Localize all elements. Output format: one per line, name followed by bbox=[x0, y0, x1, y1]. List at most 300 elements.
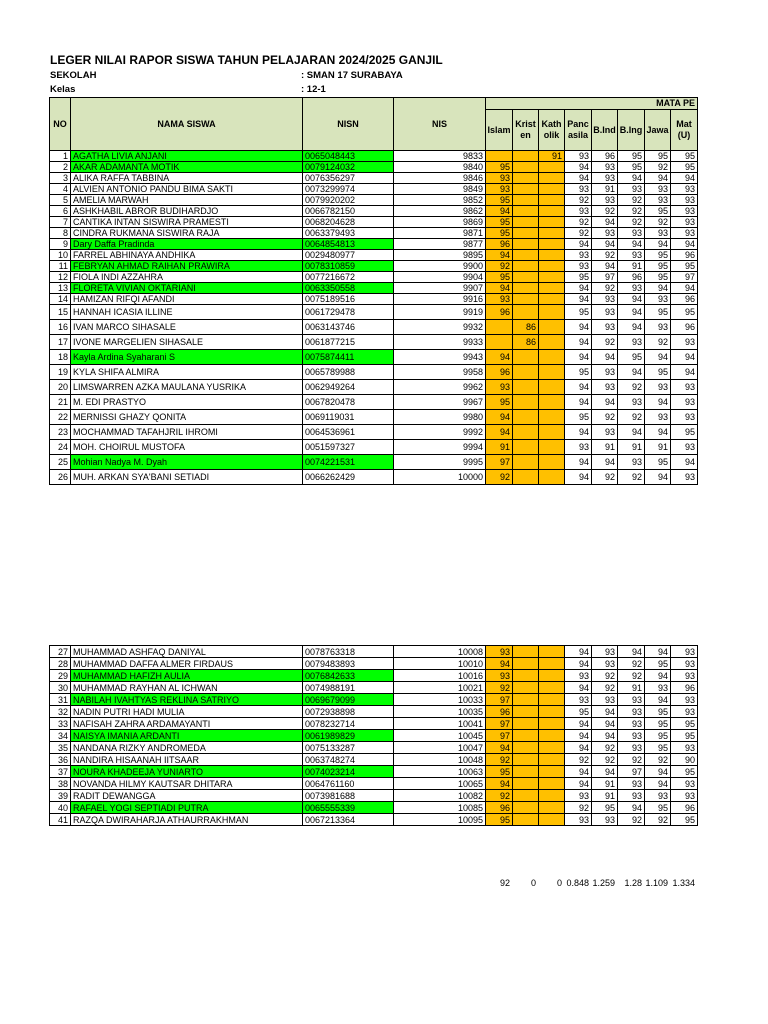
cell-nis: 9994 bbox=[394, 440, 486, 455]
cell-mat: 97 bbox=[671, 272, 698, 283]
cell-mat: 93 bbox=[671, 790, 698, 802]
cell-nis: 10000 bbox=[394, 470, 486, 485]
cell-no: 29 bbox=[50, 670, 71, 682]
cell-islam: 95 bbox=[486, 162, 513, 173]
cell-pancasila: 92 bbox=[565, 754, 592, 766]
cell-nis: 10035 bbox=[394, 706, 486, 718]
cell-nis: 9995 bbox=[394, 455, 486, 470]
cell-kristen: 86 bbox=[513, 320, 539, 335]
cell-bind: 94 bbox=[592, 730, 618, 742]
cell-no: 13 bbox=[50, 283, 71, 294]
cell-mat: 95 bbox=[671, 718, 698, 730]
table-row bbox=[50, 694, 698, 706]
table-row bbox=[50, 272, 698, 283]
cell-jawa: 93 bbox=[645, 410, 671, 425]
cell-islam: 93 bbox=[486, 184, 513, 195]
cell-islam: 94 bbox=[486, 778, 513, 790]
cell-jawa: 94 bbox=[645, 395, 671, 410]
cell-kristen bbox=[513, 283, 539, 294]
cell-no: 34 bbox=[50, 730, 71, 742]
table-row bbox=[50, 250, 698, 261]
cell-mat: 95 bbox=[671, 730, 698, 742]
table-row bbox=[50, 206, 698, 217]
cell-pancasila: 93 bbox=[565, 790, 592, 802]
cell-nisn: 0064536961 bbox=[303, 425, 394, 440]
cell-student-name: AKAR ADAMANTA MOTIK bbox=[71, 162, 303, 173]
cell-katholik bbox=[539, 184, 565, 195]
cell-katholik bbox=[539, 814, 565, 826]
cell-islam: 92 bbox=[486, 261, 513, 272]
cell-jawa: 95 bbox=[645, 305, 671, 320]
footer-value: 1.334 bbox=[672, 878, 695, 888]
cell-islam: 95 bbox=[486, 195, 513, 206]
cell-bing: 94 bbox=[618, 365, 645, 380]
cell-pancasila: 93 bbox=[565, 670, 592, 682]
footer-value: 1.28 bbox=[624, 878, 642, 888]
cell-bing: 92 bbox=[618, 195, 645, 206]
col-header-subject: Jawa bbox=[645, 110, 671, 151]
cell-student-name: HAMIZAN RIFQI AFANDI bbox=[71, 294, 303, 305]
footer-value: 0.848 bbox=[566, 878, 589, 888]
cell-nis: 10065 bbox=[394, 778, 486, 790]
cell-islam: 92 bbox=[486, 790, 513, 802]
cell-mat: 93 bbox=[671, 195, 698, 206]
cell-nis: 9962 bbox=[394, 380, 486, 395]
cell-nisn: 0066262429 bbox=[303, 470, 394, 485]
cell-no: 27 bbox=[50, 646, 71, 658]
cell-bing: 93 bbox=[618, 718, 645, 730]
cell-pancasila: 94 bbox=[565, 162, 592, 173]
table-row bbox=[50, 195, 698, 206]
cell-kristen bbox=[513, 814, 539, 826]
cell-no: 18 bbox=[50, 350, 71, 365]
cell-islam: 94 bbox=[486, 425, 513, 440]
cell-jawa: 95 bbox=[645, 365, 671, 380]
table-row bbox=[50, 730, 698, 742]
cell-no: 9 bbox=[50, 239, 71, 250]
cell-student-name: NOURA KHADEEJA YUNIARTO bbox=[71, 766, 303, 778]
cell-islam: 92 bbox=[486, 754, 513, 766]
cell-jawa: 93 bbox=[645, 790, 671, 802]
cell-nisn: 0061877215 bbox=[303, 335, 394, 350]
cell-pancasila: 92 bbox=[565, 195, 592, 206]
cell-bing: 94 bbox=[618, 294, 645, 305]
cell-nis: 10033 bbox=[394, 694, 486, 706]
cell-islam: 94 bbox=[486, 410, 513, 425]
table-row bbox=[50, 646, 698, 658]
cell-katholik: 91 bbox=[539, 151, 565, 162]
cell-bing: 93 bbox=[618, 778, 645, 790]
cell-no: 23 bbox=[50, 425, 71, 440]
cell-bing: 93 bbox=[618, 742, 645, 754]
cell-katholik bbox=[539, 766, 565, 778]
cell-bind: 94 bbox=[592, 718, 618, 730]
cell-nisn: 0075189516 bbox=[303, 294, 394, 305]
cell-nis: 9992 bbox=[394, 425, 486, 440]
cell-katholik bbox=[539, 742, 565, 754]
cell-bind: 94 bbox=[592, 239, 618, 250]
cell-nisn: 0067213364 bbox=[303, 814, 394, 826]
cell-no: 19 bbox=[50, 365, 71, 380]
cell-mat: 94 bbox=[671, 239, 698, 250]
cell-pancasila: 94 bbox=[565, 294, 592, 305]
cell-islam: 95 bbox=[486, 217, 513, 228]
cell-bind: 94 bbox=[592, 261, 618, 272]
table-row bbox=[50, 658, 698, 670]
cell-no: 20 bbox=[50, 380, 71, 395]
cell-mat: 95 bbox=[671, 151, 698, 162]
cell-katholik bbox=[539, 195, 565, 206]
table-row bbox=[50, 283, 698, 294]
cell-no: 26 bbox=[50, 470, 71, 485]
cell-islam: 94 bbox=[486, 658, 513, 670]
cell-kristen bbox=[513, 151, 539, 162]
cell-bind: 92 bbox=[592, 742, 618, 754]
cell-jawa: 95 bbox=[645, 261, 671, 272]
cell-no: 30 bbox=[50, 682, 71, 694]
cell-bind: 97 bbox=[592, 272, 618, 283]
cell-no: 28 bbox=[50, 658, 71, 670]
cell-no: 39 bbox=[50, 790, 71, 802]
cell-katholik bbox=[539, 228, 565, 239]
kelas-label: Kelas bbox=[50, 84, 76, 95]
cell-bing: 93 bbox=[618, 706, 645, 718]
cell-jawa: 93 bbox=[645, 294, 671, 305]
cell-nisn: 0078310859 bbox=[303, 261, 394, 272]
cell-pancasila: 94 bbox=[565, 335, 592, 350]
cell-pancasila: 93 bbox=[565, 206, 592, 217]
cell-student-name: NOVANDA HILMY KAUTSAR DHITARA bbox=[71, 778, 303, 790]
cell-islam: 92 bbox=[486, 682, 513, 694]
table-row bbox=[50, 320, 698, 335]
cell-mat: 93 bbox=[671, 228, 698, 239]
cell-nisn: 0029480977 bbox=[303, 250, 394, 261]
cell-islam: 94 bbox=[486, 250, 513, 261]
table-row bbox=[50, 365, 698, 380]
cell-no: 21 bbox=[50, 395, 71, 410]
cell-bing: 92 bbox=[618, 206, 645, 217]
cell-katholik bbox=[539, 455, 565, 470]
cell-mat: 95 bbox=[671, 814, 698, 826]
cell-student-name: MERNISSI GHAZY QONITA bbox=[71, 410, 303, 425]
cell-pancasila: 92 bbox=[565, 802, 592, 814]
cell-mat: 93 bbox=[671, 440, 698, 455]
table-row bbox=[50, 151, 698, 162]
cell-jawa: 94 bbox=[645, 173, 671, 184]
cell-mat: 93 bbox=[671, 206, 698, 217]
cell-nisn: 0065555339 bbox=[303, 802, 394, 814]
cell-bing: 92 bbox=[618, 217, 645, 228]
cell-katholik bbox=[539, 217, 565, 228]
cell-islam bbox=[486, 335, 513, 350]
cell-no: 16 bbox=[50, 320, 71, 335]
cell-mat: 93 bbox=[671, 395, 698, 410]
cell-bind: 93 bbox=[592, 380, 618, 395]
cell-bind: 92 bbox=[592, 283, 618, 294]
cell-mat: 94 bbox=[671, 455, 698, 470]
cell-kristen bbox=[513, 730, 539, 742]
cell-nisn: 0073299974 bbox=[303, 184, 394, 195]
cell-jawa: 91 bbox=[645, 440, 671, 455]
table-row bbox=[50, 173, 698, 184]
cell-jawa: 95 bbox=[645, 730, 671, 742]
cell-nisn: 0061729478 bbox=[303, 305, 394, 320]
cell-nis: 9932 bbox=[394, 320, 486, 335]
cell-pancasila: 92 bbox=[565, 228, 592, 239]
cell-kristen bbox=[513, 670, 539, 682]
cell-no: 22 bbox=[50, 410, 71, 425]
cell-no: 8 bbox=[50, 228, 71, 239]
cell-islam: 96 bbox=[486, 706, 513, 718]
cell-nisn: 0079483893 bbox=[303, 658, 394, 670]
cell-kristen bbox=[513, 766, 539, 778]
cell-mat: 95 bbox=[671, 162, 698, 173]
cell-katholik bbox=[539, 778, 565, 790]
cell-nis: 10041 bbox=[394, 718, 486, 730]
cell-nis: 10047 bbox=[394, 742, 486, 754]
cell-nisn: 0076356297 bbox=[303, 173, 394, 184]
cell-jawa: 92 bbox=[645, 162, 671, 173]
footer-value: 1.109 bbox=[645, 878, 668, 888]
cell-bind: 92 bbox=[592, 754, 618, 766]
cell-pancasila: 94 bbox=[565, 658, 592, 670]
cell-no: 36 bbox=[50, 754, 71, 766]
cell-jawa: 93 bbox=[645, 682, 671, 694]
cell-pancasila: 93 bbox=[565, 184, 592, 195]
cell-no: 14 bbox=[50, 294, 71, 305]
cell-bing: 94 bbox=[618, 320, 645, 335]
cell-bind: 92 bbox=[592, 682, 618, 694]
cell-student-name: CANTIKA INTAN SISWIRA PRAMESTI bbox=[71, 217, 303, 228]
cell-student-name: AMELIA MARWAH bbox=[71, 195, 303, 206]
cell-bing: 92 bbox=[618, 754, 645, 766]
cell-pancasila: 94 bbox=[565, 380, 592, 395]
cell-nisn: 0075874411 bbox=[303, 350, 394, 365]
cell-nis: 9833 bbox=[394, 151, 486, 162]
cell-islam: 93 bbox=[486, 294, 513, 305]
cell-nisn: 0065789988 bbox=[303, 365, 394, 380]
cell-kristen bbox=[513, 425, 539, 440]
cell-mat: 95 bbox=[671, 261, 698, 272]
cell-nisn: 0079920202 bbox=[303, 195, 394, 206]
table-row bbox=[50, 184, 698, 195]
kelas-row bbox=[50, 84, 326, 95]
cell-bind: 93 bbox=[592, 646, 618, 658]
cell-pancasila: 94 bbox=[565, 682, 592, 694]
cell-student-name: MUHAMMAD ASHFAQ DANIYAL bbox=[71, 646, 303, 658]
cell-islam: 97 bbox=[486, 455, 513, 470]
table-row bbox=[50, 778, 698, 790]
cell-mat: 93 bbox=[671, 778, 698, 790]
cell-nis: 9904 bbox=[394, 272, 486, 283]
sekolah-value: : SMAN 17 SURABAYA bbox=[301, 70, 403, 81]
cell-bind: 93 bbox=[592, 320, 618, 335]
cell-nis: 9958 bbox=[394, 365, 486, 380]
cell-no: 32 bbox=[50, 706, 71, 718]
table-row bbox=[50, 742, 698, 754]
cell-student-name: FLORETA VIVIAN OKTARIANI bbox=[71, 283, 303, 294]
col-header-subject: Krist en bbox=[513, 110, 539, 151]
cell-kristen bbox=[513, 395, 539, 410]
cell-nis: 10016 bbox=[394, 670, 486, 682]
cell-kristen bbox=[513, 790, 539, 802]
cell-kristen bbox=[513, 195, 539, 206]
table-row bbox=[50, 335, 698, 350]
cell-islam: 97 bbox=[486, 730, 513, 742]
cell-katholik bbox=[539, 380, 565, 395]
cell-jawa: 95 bbox=[645, 151, 671, 162]
cell-nisn: 0074988191 bbox=[303, 682, 394, 694]
cell-nisn: 0063350558 bbox=[303, 283, 394, 294]
cell-student-name: NANDIRA HISAANAH IITSAAR bbox=[71, 754, 303, 766]
cell-kristen bbox=[513, 410, 539, 425]
cell-student-name: RAFAEL YOGI SEPTIADI PUTRA bbox=[71, 802, 303, 814]
cell-mat: 94 bbox=[671, 173, 698, 184]
cell-islam: 95 bbox=[486, 395, 513, 410]
cell-bind: 94 bbox=[592, 395, 618, 410]
cell-katholik bbox=[539, 670, 565, 682]
cell-mat: 93 bbox=[671, 658, 698, 670]
cell-nis: 10085 bbox=[394, 802, 486, 814]
cell-nisn: 0068204628 bbox=[303, 217, 394, 228]
cell-nisn: 0073981688 bbox=[303, 790, 394, 802]
cell-jawa: 95 bbox=[645, 706, 671, 718]
cell-katholik bbox=[539, 239, 565, 250]
cell-nis: 9849 bbox=[394, 184, 486, 195]
table-row bbox=[50, 766, 698, 778]
cell-nisn: 0064854813 bbox=[303, 239, 394, 250]
cell-katholik bbox=[539, 350, 565, 365]
cell-mat: 96 bbox=[671, 294, 698, 305]
cell-bing: 92 bbox=[618, 380, 645, 395]
cell-kristen bbox=[513, 694, 539, 706]
cell-islam: 93 bbox=[486, 670, 513, 682]
cell-kristen bbox=[513, 217, 539, 228]
cell-nisn: 0074221531 bbox=[303, 455, 394, 470]
cell-katholik bbox=[539, 730, 565, 742]
cell-bing: 97 bbox=[618, 766, 645, 778]
cell-pancasila: 95 bbox=[565, 365, 592, 380]
sekolah-row bbox=[50, 70, 403, 81]
cell-katholik bbox=[539, 440, 565, 455]
table-row bbox=[50, 682, 698, 694]
cell-bing: 93 bbox=[618, 395, 645, 410]
col-header-subject: Panc asila bbox=[565, 110, 592, 151]
cell-kristen bbox=[513, 239, 539, 250]
cell-nisn: 0078763318 bbox=[303, 646, 394, 658]
cell-katholik bbox=[539, 206, 565, 217]
table-row bbox=[50, 380, 698, 395]
cell-katholik bbox=[539, 425, 565, 440]
cell-nis: 10010 bbox=[394, 658, 486, 670]
grades-table-top bbox=[49, 97, 698, 485]
cell-katholik bbox=[539, 790, 565, 802]
cell-jawa: 94 bbox=[645, 646, 671, 658]
table-row bbox=[50, 470, 698, 485]
cell-student-name: Dary Daffa Pradinda bbox=[71, 239, 303, 250]
cell-nis: 9840 bbox=[394, 162, 486, 173]
cell-katholik bbox=[539, 646, 565, 658]
col-header-subject: B.Ind bbox=[592, 110, 618, 151]
cell-student-name: FARREL ABHINAYA ANDHIKA bbox=[71, 250, 303, 261]
cell-jawa: 94 bbox=[645, 350, 671, 365]
footer-value: 92 bbox=[499, 878, 510, 888]
cell-no: 2 bbox=[50, 162, 71, 173]
table-row bbox=[50, 217, 698, 228]
cell-jawa: 95 bbox=[645, 718, 671, 730]
table-row bbox=[50, 294, 698, 305]
cell-bind: 93 bbox=[592, 305, 618, 320]
cell-jawa: 94 bbox=[645, 239, 671, 250]
cell-student-name: NADIN PUTRI HADI MULIA bbox=[71, 706, 303, 718]
cell-kristen bbox=[513, 802, 539, 814]
cell-jawa: 95 bbox=[645, 742, 671, 754]
cell-pancasila: 94 bbox=[565, 320, 592, 335]
cell-bing: 96 bbox=[618, 272, 645, 283]
cell-bing: 93 bbox=[618, 694, 645, 706]
cell-kristen bbox=[513, 294, 539, 305]
cell-bing: 92 bbox=[618, 658, 645, 670]
cell-no: 7 bbox=[50, 217, 71, 228]
cell-student-name: MOCHAMMAD TAFAHJRIL IHROMI bbox=[71, 425, 303, 440]
cell-pancasila: 94 bbox=[565, 239, 592, 250]
cell-pancasila: 94 bbox=[565, 283, 592, 294]
cell-nis: 9967 bbox=[394, 395, 486, 410]
cell-bind: 94 bbox=[592, 706, 618, 718]
cell-jawa: 95 bbox=[645, 250, 671, 261]
cell-islam: 94 bbox=[486, 742, 513, 754]
cell-nisn: 0069119031 bbox=[303, 410, 394, 425]
cell-kristen bbox=[513, 742, 539, 754]
cell-nis: 10063 bbox=[394, 766, 486, 778]
footer-value: 0 bbox=[530, 878, 536, 888]
cell-student-name: MUHAMMAD HAFIZH AULIA bbox=[71, 670, 303, 682]
cell-bind: 94 bbox=[592, 217, 618, 228]
cell-student-name: ALIKA RAFFA TABBINA bbox=[71, 173, 303, 184]
cell-katholik bbox=[539, 335, 565, 350]
cell-pancasila: 95 bbox=[565, 706, 592, 718]
cell-kristen bbox=[513, 470, 539, 485]
cell-jawa: 92 bbox=[645, 814, 671, 826]
cell-no: 37 bbox=[50, 766, 71, 778]
cell-bing: 91 bbox=[618, 440, 645, 455]
cell-katholik bbox=[539, 754, 565, 766]
cell-student-name: MUHAMMAD RAYHAN AL ICHWAN bbox=[71, 682, 303, 694]
cell-islam: 96 bbox=[486, 305, 513, 320]
cell-jawa: 93 bbox=[645, 228, 671, 239]
cell-nisn: 0063379493 bbox=[303, 228, 394, 239]
cell-jawa: 94 bbox=[645, 694, 671, 706]
cell-nis: 9852 bbox=[394, 195, 486, 206]
cell-islam: 97 bbox=[486, 718, 513, 730]
cell-jawa: 94 bbox=[645, 778, 671, 790]
page-title: LEGER NILAI RAPOR SISWA TAHUN PELAJARAN 2024/2025 GANJIL bbox=[50, 53, 443, 67]
cell-bing: 95 bbox=[618, 162, 645, 173]
cell-no: 35 bbox=[50, 742, 71, 754]
cell-no: 11 bbox=[50, 261, 71, 272]
cell-pancasila: 95 bbox=[565, 305, 592, 320]
cell-jawa: 95 bbox=[645, 802, 671, 814]
cell-student-name: IVONE MARGELIEN SIHASALE bbox=[71, 335, 303, 350]
cell-pancasila: 93 bbox=[565, 250, 592, 261]
cell-bing: 94 bbox=[618, 239, 645, 250]
cell-pancasila: 94 bbox=[565, 718, 592, 730]
cell-student-name: LIMSWARREN AZKA MAULANA YUSRIKA bbox=[71, 380, 303, 395]
cell-pancasila: 93 bbox=[565, 261, 592, 272]
cell-bing: 92 bbox=[618, 470, 645, 485]
cell-bing: 93 bbox=[618, 730, 645, 742]
cell-student-name: KYLA SHIFA ALMIRA bbox=[71, 365, 303, 380]
